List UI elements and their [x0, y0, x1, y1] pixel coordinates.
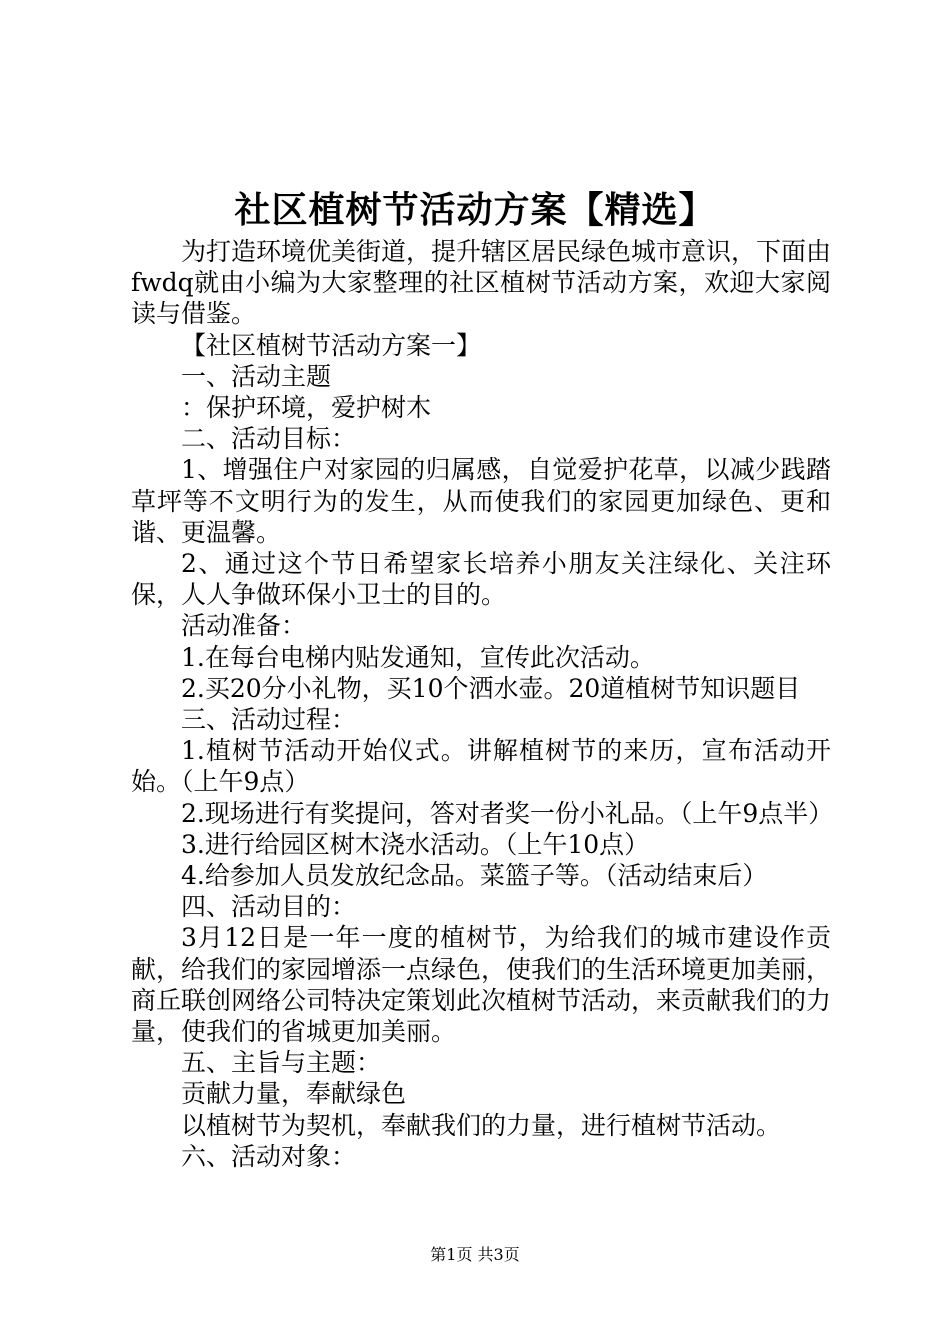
paragraph-motto-detail: 以植树节为契机，奉献我们的力量，进行植树节活动。 — [181, 1110, 782, 1140]
paragraph-section-audience-heading: 六、活动对象： — [181, 1141, 357, 1171]
document-body — [131, 236, 834, 1172]
paragraph-purpose: 3月12日是一年一度的植树节，为给我们的城市建设作贡献，给我们的家园增添一点绿色，使我们的生活环境更加美丽，商丘联创网络公司特决定策划此次植树节活动，来贡献我们的力量，使我们的省城更加美丽。 — [131, 923, 832, 1047]
paragraph-section-goals-heading: 二、活动目标： — [181, 424, 357, 454]
paragraph-section-purpose-heading: 四、活动目的： — [181, 892, 357, 922]
paragraph-section-motto-heading: 五、主旨与主题： — [181, 1048, 382, 1078]
paragraph-motto: 贡献力量，奉献绿色 — [181, 1079, 407, 1109]
paragraph-process-1: 1.植树节活动开始仪式。讲解植树节的来历，宣布活动开始。（上午9点） — [131, 736, 831, 797]
paragraph-process-2: 2.现场进行有奖提问，答对者奖一份小礼品。（上午9点半） — [181, 798, 834, 828]
paragraph-process-4: 4.给参加人员发放纪念品。菜篮子等。（活动结束后） — [181, 861, 768, 891]
paragraph-preparation-1: 1.在每台电梯内贴发通知，宣传此次活动。 — [181, 642, 655, 672]
paragraph-plan-one-heading: 【社区植树节活动方案一】 — [181, 330, 482, 360]
paragraph-goal-1: 1、增强住户对家园的归属感，自觉爱护花草，以减少践踏草坪等不文明行为的发生，从而使我们的家园更加绿色、更和谐、更温馨。 — [131, 455, 831, 547]
document-title: 社区植树节活动方案【精选】 — [234, 189, 716, 231]
paragraph-theme: ：保护环境，爱护树木 — [181, 393, 432, 423]
paragraph-process-3: 3.进行给园区树木浇水活动。（上午10点） — [181, 829, 650, 859]
paragraph-section-process-heading: 三、活动过程： — [181, 705, 357, 735]
paragraph-goal-2: 2、通过这个节日希望家长培养小朋友关注绿化、关注环保，人人争做环保小卫士的目的。 — [131, 549, 831, 610]
paragraph-preparation-heading: 活动准备： — [181, 611, 307, 641]
paragraph-section-theme-heading: 一、活动主题 — [181, 361, 332, 391]
page-number-footer: 第1页 共3页 — [430, 1245, 520, 1264]
paragraph-preparation-2: 2.买20分小礼物，买10个洒水壶。20道植树节知识题目 — [181, 673, 801, 703]
paragraph-intro: 为打造环境优美街道，提升辖区居民绿色城市意识，下面由fwdq就由小编为大家整理的社区植树节活动方案，欢迎大家阅读与借鉴。 — [131, 237, 832, 329]
